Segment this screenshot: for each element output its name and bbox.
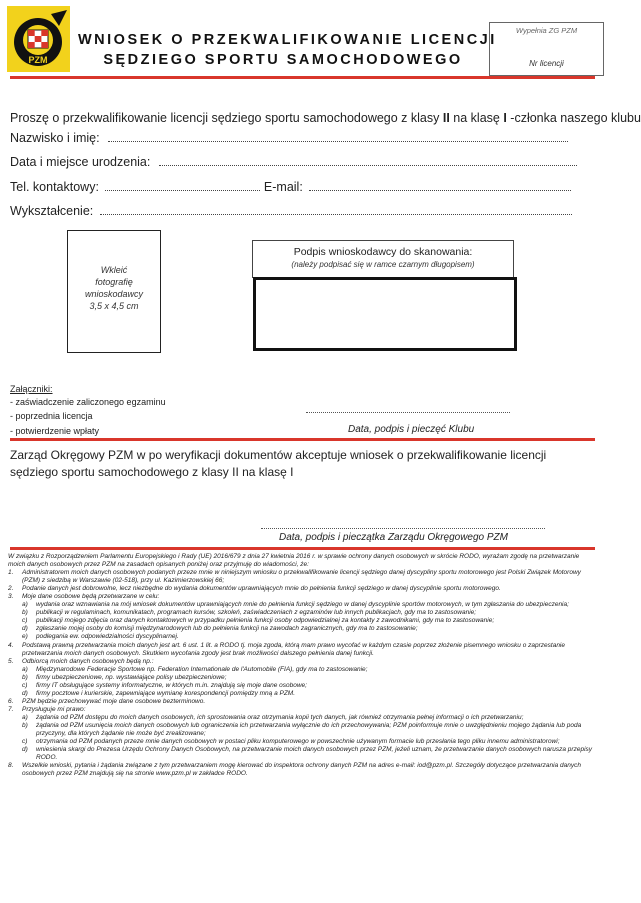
photo-box[interactable] <box>67 230 161 353</box>
pzm-logo <box>7 6 70 72</box>
rodo-point-7: 7. Przysługuje mi prawo: <box>8 705 86 713</box>
rodo-point-3d: d) zgłaszanie mojej osoby do komisji międzynarodowych lub do pełnienia funkcji na zawodach zagranicznych, gdy ma to zastosowanie; <box>22 625 418 633</box>
rodo-point-7b: b) żądania od PZM usunięcia moich danych osobowych lub ograniczenia ich przetwarzania wyłącznie do ich przechowywania; PZM poinformuje mnie o uwzględnieniu mojego żądania lub poda przyczyny, dla których żądanie nie może być zrealizowane; <box>22 721 582 738</box>
rodo-point-3b: b) publikacji w regulaminach, komunikatach, programach kursów, szkoleń, zaświadczeniach z egzaminów lub innych publikacjach, gdy ma to zastosowanie; <box>22 609 477 617</box>
rodo-point-7d: d) wniesienia skargi do Prezesa Urzędu Ochrony Danych Osobowych, na przetwarzanie moich danych osobowych przez PZM, jeżeli uznam, że przetwarzanie danych osobowych narusza przepisy RODO. <box>22 746 593 762</box>
attachment-item: - potwierdzenie wpłaty <box>10 426 100 436</box>
club-signature-label: Data, podpis i pieczęć Klubu <box>348 424 475 435</box>
attachments-title: Załączniki: <box>10 384 53 394</box>
title-line-1: WNIOSEK O PRZEKWALIFIKOWANIE LICENCJI <box>78 32 497 48</box>
rodo-point-3a: a) wydania oraz wznawiania na mój wniosek dokumentów uprawniających mnie do pełnienia funkcji sędziego w danej dyscyplinie sportów motorowych, w tym zgłaszania do ubezpieczenia; <box>22 601 569 609</box>
education-line[interactable] <box>100 204 572 215</box>
rodo-point-7c: c) otrzymania od PZM podanych przeze mnie danych osobowych w postaci pliku komputerowego w powszechnie używanym formacie lub przesłania tego pliku innemu administratorowi; <box>22 738 560 746</box>
phone-line[interactable] <box>105 180 260 191</box>
rodo-divider <box>10 547 595 550</box>
zg-label: Wypełnia ZG PZM <box>515 26 578 35</box>
rodo-point-7a: a) żądania od PZM dostępu do moich danych osobowych, ich sprostowania oraz otrzymania kopii tych danych, jak również otrzymania pełnej informacji o ich przetwarzaniu; <box>22 713 524 721</box>
rodo-point-3c: c) publikacji mojego zdjęcia oraz danych kontaktowych w przypadku pełnienia funkcji osoby odpowiedzialnej za kontakty z zawodnikami, gdy ma to zastosowanie; <box>22 617 495 625</box>
rodo-point-8: 8. Wszelkie wnioski, pytania i żądania związane z tym przetwarzaniem mogę kierować do inspektora ochrony danych PZM na adres e-mail: iod@pzm.pl. Szczegóły dotyczące przetwarzania danych osobowych przez PZM znajdują się na stronie www.pzm.pl w zakładce RODO. <box>8 762 581 778</box>
phone-field[interactable] <box>10 180 571 194</box>
birth-line[interactable] <box>159 155 577 166</box>
request-sentence: Proszę o przekwalifikowanie licencji sędziego sportu samochodowego z klasy II na klasę I -członka naszego klubu <box>10 111 641 125</box>
education-field[interactable] <box>10 204 572 218</box>
rodo-point-5c: c) firmy IT obsługujące systemy informatyczne, w których m.in. znajdują się moje dane osobowe; <box>22 681 307 689</box>
header-divider <box>10 76 595 79</box>
birth-label: Data i miejsce urodzenia: <box>10 155 151 169</box>
phone-label: Tel. kontaktowy: <box>10 180 99 194</box>
district-decision: Zarząd Okręgowy PZM w po weryfikacji dokumentów akceptuje wniosek o przekwalifikowanie licencji sędziego sportu samochodowego z klasy II na klasę I <box>10 448 547 479</box>
name-field[interactable] <box>10 131 568 145</box>
rodo-point-4: 4. Podstawą prawną przetwarzania moich danych jest art. 6 ust. 1 lit. a RODO tj. moja zgoda, którą mam prawo wycofać w każdym czasie poprzez złożenie pisemnego wniosku o zaprzestanie przetwarzania moich danych osobowych. Skutkiem wycofania zgody jest brak możliwości dalszego pełnienia danej funkcji. <box>8 641 565 657</box>
form-title <box>78 30 497 70</box>
signature-note: (należy podpisać się w ramce czarnym długopisem) <box>291 260 475 269</box>
license-number-label: Nr licencji <box>529 59 564 68</box>
rodo-point-3e: e) podlegania ew. odpowiedzialności dyscyplinarnej. <box>22 633 179 641</box>
title-line-2: SĘDZIEGO SPORTU SAMOCHODOWEGO <box>103 52 463 68</box>
club-signature-line[interactable] <box>306 412 510 414</box>
signature-title: Podpis wnioskodawcy do skanowania: <box>293 246 473 258</box>
middle-divider <box>10 438 595 441</box>
rodo-point-1: 1. Administratorem moich danych osobowych podanych przeze mnie w niniejszym wniosku o przekwalifikowanie licencji sędziego danej dyscypliny sportu motorowego jest Polski Związek Motorowy (PZM) z siedzibą w Warszawie (02-518), przy ul. Kazimierzowskiej 66; <box>8 569 581 585</box>
birth-field[interactable] <box>10 155 577 169</box>
attachment-item: - poprzednia licencja <box>10 411 93 421</box>
rodo-point-5d: d) firmy pocztowe i kurierskie, zapewniające wymianę korespondencji pomiędzy mną a PZM. <box>22 689 296 697</box>
rodo-clause <box>8 553 597 778</box>
zg-license-box <box>489 22 604 76</box>
rodo-point-3: 3. Moje dane osobowe będą przetwarzane w celu: <box>8 593 160 601</box>
rodo-point-6: 6. PZM będzie przechowywać moje dane osobowe bezterminowo. <box>8 697 206 705</box>
signature-header <box>252 240 514 278</box>
district-signature-label: Data, podpis i pieczątka Zarządu Okręgowego PZM <box>279 532 508 543</box>
email-line[interactable] <box>309 180 571 191</box>
photo-instructions: Wkleić fotografię wnioskodawcy 3,5 x 4,5 cm <box>84 265 144 311</box>
education-label: Wykształcenie: <box>10 204 94 218</box>
rodo-point-5: 5. Odbiorcą moich danych osobowych będą np.: <box>8 657 154 665</box>
rodo-point-5b: b) firmy ubezpieczeniowe, np. wystawiające polisy ubezpieczeniowe; <box>22 673 227 681</box>
svg-text:PZM: PZM <box>28 55 48 65</box>
district-signature-line[interactable] <box>261 528 545 530</box>
rodo-point-5a: a) Międzynarodowe Federacje Sportowe np. Federation Internationale de l'Automobile (FIA), gdy ma to zastosowanie; <box>22 665 368 673</box>
name-line[interactable] <box>108 131 568 142</box>
rodo-intro: W związku z Rozporządzeniem Parlamentu Europejskiego i Rady (UE) 2016/679 z dnia 27 kwietnia 2016 r. w sprawie ochrony danych osobowych w skrócie RODO, wyrażam zgodę na przetwarzanie moich danych osobowych przez PZM na zasadach opisanych poniżej oraz przyjmuję do wiadomości, że: <box>8 553 580 569</box>
name-label: Nazwisko i imię: <box>10 131 100 145</box>
email-label: E-mail: <box>263 180 303 194</box>
attachment-item: - zaświadczenie zaliczonego egzaminu <box>10 397 166 407</box>
signature-box[interactable] <box>253 277 517 351</box>
rodo-point-2: 2. Podanie danych jest dobrowolne, lecz niezbędne do wydania dokumentów uprawniających mnie do pełnienia funkcji sędziego w danej dyscyplinie sportu motorowego. <box>8 585 501 593</box>
